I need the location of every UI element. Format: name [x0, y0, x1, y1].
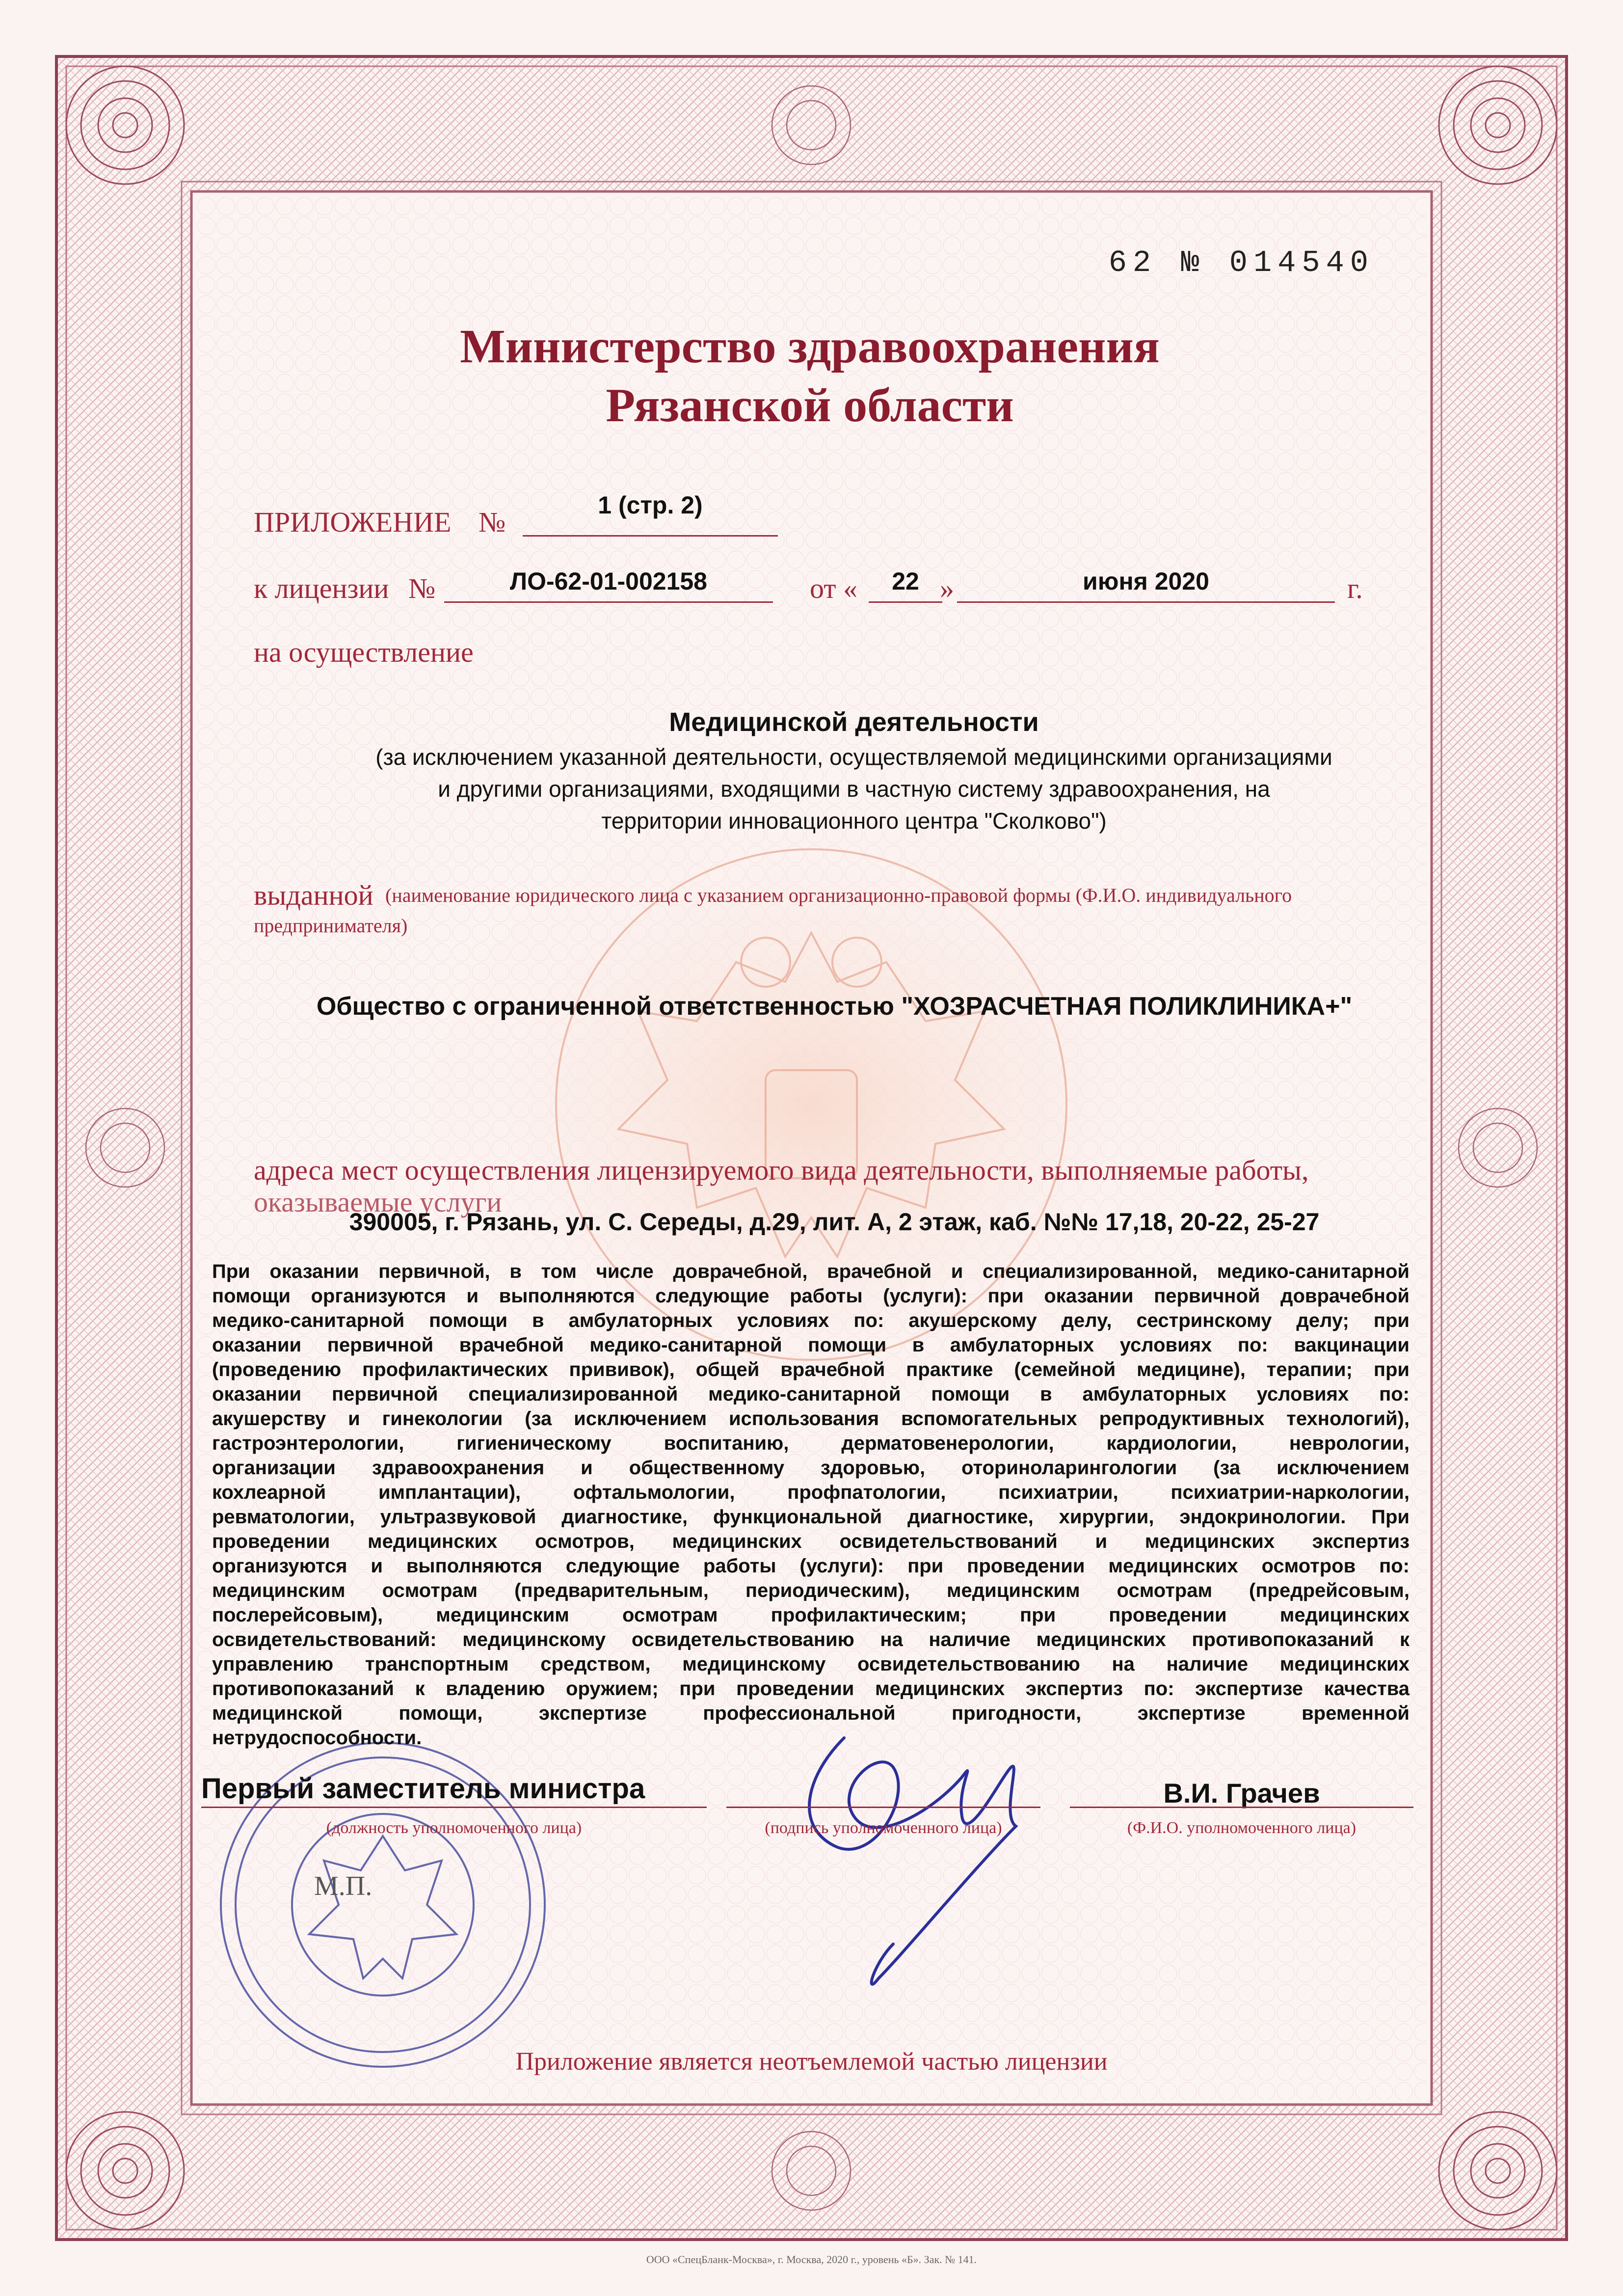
services-line-5: (проведению профилактических прививок), общей врачебной практике (семейной медицине), терапии; при [212, 1359, 1410, 1380]
ministry-title-line1: Министерство здравоохранения [460, 320, 1160, 373]
services-line-13: организуются и выполняются следующие работы (услуги): при проведении медицинских осмотров по: [212, 1555, 1410, 1577]
activity-note-line2: и другими организациями, входящими в частную систему здравоохранения, на [438, 776, 1270, 802]
license-date-close-quote: » [940, 572, 954, 604]
form-serial-number: 62 № 014540 [1108, 245, 1374, 280]
issued-note-line2: предпринимателя) [254, 915, 408, 937]
issued-note-line1: (наименование юридического лица с указанием организационно-правовой формы (Ф.И.О. индивидуального [385, 884, 1292, 906]
services-line-8: гастроэнтерологии, гигиеническому воспитанию, дерматовенерологии, кардиологии, неврологии, [212, 1432, 1410, 1454]
position-caption: (должность уполномоченного лица) [326, 1819, 582, 1837]
activity-title: Медицинской деятельности [669, 707, 1039, 737]
license-label: к лицензии [254, 572, 389, 604]
services-line-19: медицинской помощи, экспертизе профессиональной пригодности, экспертизе временной [212, 1702, 1410, 1724]
signature-caption: (подпись уполномоченного лица) [765, 1819, 1002, 1837]
services-line-16: освидетельствований: медицинскому освидетельствованию на наличие медицинских противопоказаний к [212, 1629, 1410, 1650]
organization-name: Общество с ограниченной ответственностью "ХОЗРАСЧЕТНАЯ ПОЛИКЛИНИКА+" [316, 992, 1353, 1021]
address-label-line1: адреса мест осуществления лицензируемого вида деятельности, выполняемые работы, [254, 1154, 1309, 1186]
stamp-place-label: М.П. [314, 1871, 372, 1901]
license-date-day: 22 [892, 567, 919, 595]
appendix-label: ПРИЛОЖЕНИЕ [254, 506, 452, 538]
footer-note: Приложение является неотъемлемой частью лицензии [515, 2048, 1108, 2076]
services-line-18: противопоказаний к владению оружием; при проведении медицинских экспертиз по: экспертизе качества [212, 1678, 1410, 1700]
license-date-year-suffix: г. [1347, 572, 1363, 604]
address-value: 390005, г. Рязань, ул. С. Середы, д.29, лит. А, 2 этаж, каб. №№ 17,18, 20-22, 25-27 [349, 1208, 1320, 1236]
ministry-title-line2: Рязанской области [606, 379, 1014, 432]
services-line-12: проведении медицинских осмотров, медицинских освидетельствований и медицинских экспертиз [212, 1531, 1410, 1552]
services-line-4: оказании первичной врачебной медико-санитарной помощи в амбулаторных условиях по: вакцинации [212, 1334, 1410, 1356]
signatory-position: Первый заместитель министра [201, 1773, 645, 1805]
services-line-20: нетрудоспособности. [212, 1727, 422, 1749]
services-line-17: управлению транспортным средством, медицинскому освидетельствованию на наличие медицинских [212, 1653, 1410, 1675]
services-line-11: ревматологии, ультразвуковой диагностике, функциональной диагностике, хирургии, эндокринологии. При [212, 1506, 1410, 1528]
services-line-7: акушерству и гинекологии (за исключением использования вспомогательных репродуктивных технологий), [212, 1408, 1410, 1430]
activity-label: на осуществление [254, 636, 474, 668]
services-line-1: При оказании первичной, в том числе доврачебной, врачебной и специализированной, медико-санитарной [212, 1261, 1410, 1282]
services-line-6: оказании первичной специализированной медико-санитарной помощи в амбулаторных условиях по: [212, 1383, 1410, 1405]
name-caption: (Ф.И.О. уполномоченного лица) [1127, 1819, 1357, 1837]
license-date-month-year: июня 2020 [1083, 567, 1209, 595]
appendix-number-sign: № [479, 506, 506, 538]
activity-note-line3: территории инновационного центра "Сколково") [601, 808, 1107, 834]
issued-label: выданной [254, 879, 373, 911]
services-line-9: организации здравоохранения и общественному здоровью, оториноларингологии (за исключением [212, 1457, 1410, 1479]
license-number-value: ЛО-62-01-002158 [509, 567, 707, 595]
services-line-10: кохлеарной имплантации), офтальмологии, профпатологии, психиатрии, психиатрии-наркологии, [212, 1482, 1410, 1503]
services-line-14: медицинским осмотрам (предварительным, периодическим), медицинским осмотрам (предрейсовым, [212, 1580, 1410, 1601]
license-number-sign: № [408, 572, 436, 604]
address-label-line2: оказываемые услуги [254, 1186, 502, 1218]
signatory-name: В.И. Грачев [1163, 1778, 1320, 1809]
services-line-15: послерейсовым), медицинским осмотрам профилактическим; при проведении медицинских [212, 1604, 1410, 1626]
services-line-3: медико-санитарной помощи в амбулаторных условиях по: акушерскому делу, сестринскому делу; при [212, 1310, 1410, 1331]
services-line-2: помощи организуются и выполняются следующие работы (услуги): при оказании первичной доврачебной [212, 1285, 1410, 1307]
appendix-number-value: 1 (стр. 2) [598, 491, 703, 519]
activity-note-line1: (за исключением указанной деятельности, осуществляемой медицинскими организациями [375, 744, 1332, 770]
license-date-from-label: от « [810, 572, 858, 604]
printer-imprint: ООО «СпецБланк-Москва», г. Москва, 2020 г., уровень «Б». Зак. № 141. [646, 2253, 977, 2266]
